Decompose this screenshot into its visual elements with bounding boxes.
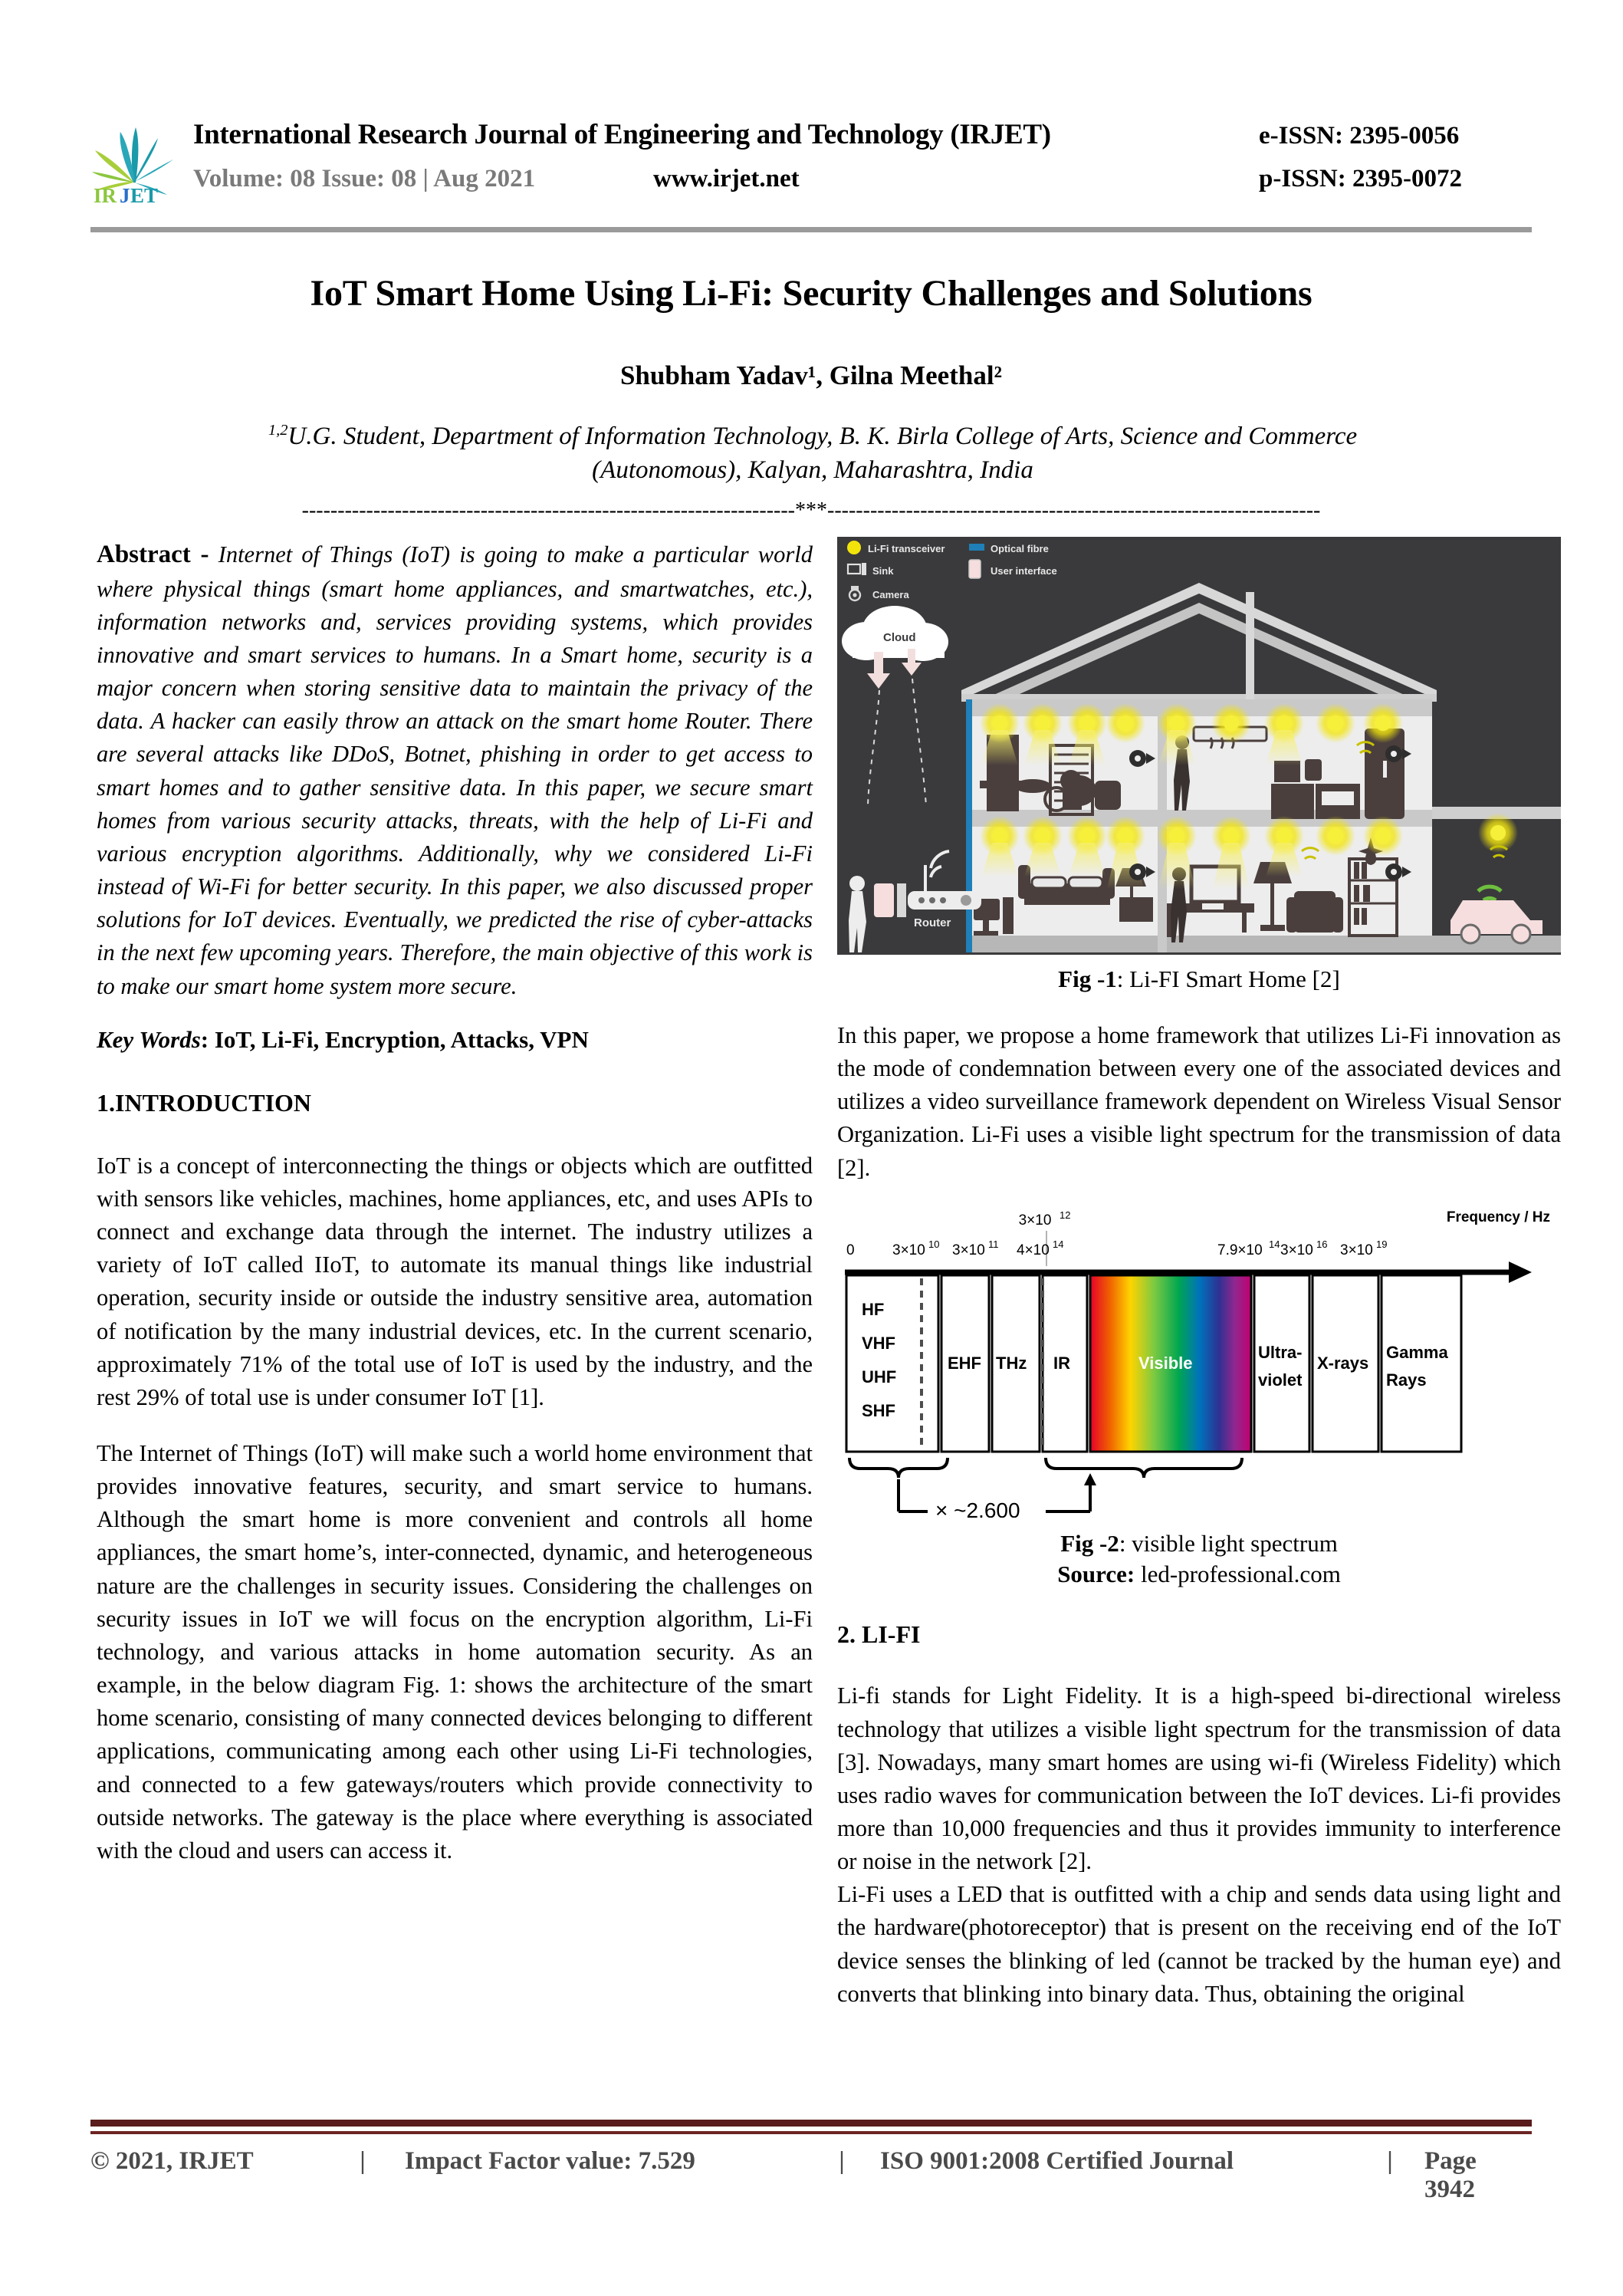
footer-copyright: © 2021, IRJET (90, 2147, 254, 2175)
figure-2-image (837, 1211, 1561, 1518)
left-column (97, 537, 813, 1890)
header-divider (90, 227, 1532, 232)
right-paragraph-1: In this paper, we propose a home framework that utilizes Li-Fi innovation as the mode of condemnation between every one of the associated devices and utilizes a video surveillance framework dependent on Wireless Visual Sensor Organization. Li-Fi uses a visible light spectrum for the transmission of data [2]. (837, 1022, 1561, 1181)
figure-2-source-value: led-professional.com (1135, 1561, 1341, 1588)
svg-text:Optical fibre: Optical fibre (991, 543, 1049, 554)
svg-text:3×10: 3×10 (952, 1242, 985, 1258)
svg-text:14: 14 (1269, 1238, 1280, 1250)
svg-text:THz: THz (996, 1353, 1027, 1373)
intro-paragraph-1: IoT is a concept of interconnecting the things or objects which are outfitted with sensors like vehicles, machines, home appliances, etc, and uses APIs to connect and exchange data through the internet. The industry utilizes a variety of IoT called IIoT, to automate its manual things like industrial operation, security inside or outside the industry sensitive area, automation of notification by the many industrial devices, etc. In the current scenario, approximately 71% of the total use of IoT is used by the industry, and the rest 29% of total use is under consumer IoT [1]. (97, 1152, 813, 1410)
intro-paragraph-2: The Internet of Things (IoT) will make such a world home environment that provides innovative features, security, and smart service to humans. Although the smart home is more convenient and controls all home appliances, the smart home’s, inter-connected, dynamic, and heterogeneous nature are the challenges in security issues. Considering the challenges on security issues in IoT we will focus on the encryption algorithm, Li-Fi technology, and various attacks in home automation security. As an example, in the below diagram Fig. 1: shows the architecture of the smart home scenario, consisting of many connected devices belonging to different applications, communicating among each other using Li-Fi technologies, and connected to a few gateways/routers which provide connectivity to outside networks. The gateway is the place where everything is associated with the cloud and users can access it. (97, 1439, 813, 1863)
visible-light-spectrum-chart (837, 1211, 1561, 1518)
svg-text:11: 11 (988, 1238, 999, 1250)
journal-title: International Research Journal of Engineering and Technology (IRJET) (193, 119, 1051, 150)
header-row-bottom (193, 165, 1532, 193)
spectrum-multiplier-label: × ~2,600 (935, 1498, 1020, 1518)
irjet-logo-graphic (90, 117, 176, 209)
figure-2-container (837, 1211, 1561, 1590)
affiliation (123, 420, 1503, 487)
figure-1-image (837, 537, 1561, 955)
journal-website-link[interactable]: www.irjet.net (653, 165, 800, 192)
irjet-logo (90, 117, 176, 209)
svg-text:19: 19 (1376, 1238, 1388, 1250)
footer-iso-certification: ISO 9001:2008 Certified Journal (880, 2147, 1234, 2175)
footer-page-number: Page 3942 (1424, 2147, 1477, 2203)
figure-2-source-label: Source: (1057, 1561, 1135, 1588)
figure-1-container (837, 537, 1561, 993)
svg-text:3×10: 3×10 (1018, 1212, 1052, 1229)
journal-header (90, 113, 1532, 209)
svg-text:X-rays: X-rays (1317, 1353, 1369, 1373)
affiliation-superscript: 1,2 (268, 422, 288, 439)
svg-text:Li-Fi transceiver: Li-Fi transceiver (868, 543, 945, 554)
affiliation-line-2: (Autonomous), Kalyan, Maharashtra, India (592, 456, 1033, 484)
svg-text:Sink: Sink (872, 565, 894, 577)
footer-impact-factor: Impact Factor value: 7.529 (405, 2147, 695, 2175)
abstract-text: Internet of Things (IoT) is going to make a particular world where physical things (smart home appliances, and smartwatches, etc.), information networks and, services providing systems, which provides innovative and smart services to humans. In a Smart home, security is a major concern when storing sensitive data to maintain the privacy of the data. A hacker can easily throw an attack on the smart home Router. There are several attacks like DDoS, Botnet, phishing in order to get access to smart homes and to gather sensitive data. In this paper, we secure smart homes from various security attacks, threats, with the help of Li-Fi and various encryption algorithms. Additionally, why we considered Li-Fi instead of Wi-Fi for better security. In this paper, we also discussed proper solutions for IoT devices. Eventually, we predicted the rise of cyber-attacks in the next few upcoming years. Therefore, the main objective of this work is to make our smart home system more secure. (97, 541, 813, 999)
svg-text:3×10: 3×10 (1340, 1242, 1373, 1258)
smart-home-diagram (837, 537, 1561, 955)
header-text-block (193, 113, 1532, 193)
svg-text:Visible: Visible (1138, 1353, 1193, 1373)
svg-text:IR: IR (1053, 1353, 1070, 1373)
keywords-value: : IoT, Li-Fi, Encryption, Attacks, VPN (200, 1025, 589, 1053)
svg-text:EHF: EHF (948, 1353, 981, 1373)
p-issn: p-ISSN: 2395-0072 (1259, 165, 1462, 192)
header-row-top (193, 118, 1532, 151)
footer-divider-thick (90, 2120, 1532, 2127)
svg-text:4×10: 4×10 (1017, 1242, 1050, 1258)
footer-separator-3: | (1387, 2147, 1393, 2175)
footer-divider-thin (90, 2131, 1532, 2134)
svg-text:ET: ET (130, 184, 159, 207)
page-title: IoT Smart Home Using Li-Fi: Security Challenges and Solutions (310, 273, 1313, 314)
keywords-label: Key Words (97, 1025, 201, 1053)
svg-text:16: 16 (1316, 1238, 1328, 1250)
figure-1-label: Fig -1 (1058, 965, 1117, 992)
svg-text:7.9×10: 7.9×10 (1217, 1242, 1263, 1258)
figure-2-caption-text: : visible light spectrum (1119, 1529, 1338, 1557)
svg-text:violet: violet (1258, 1370, 1303, 1390)
svg-text:14: 14 (1053, 1238, 1064, 1250)
svg-text:12: 12 (1060, 1210, 1071, 1221)
section-separator: ---------------------------------------------------------------------***--------------------------------------------------------------------- (301, 498, 1321, 522)
section-heading-lifi: 2. LI-FI (837, 1620, 921, 1649)
svg-text:J: J (120, 184, 130, 207)
figure-1-caption (837, 965, 1561, 993)
svg-text:SHF: SHF (862, 1400, 895, 1420)
svg-text:3×10: 3×10 (892, 1242, 925, 1258)
affiliation-line-1: U.G. Student, Department of Information Technology, B. K. Birla College of Arts, Science and Commerce (287, 423, 1358, 450)
abstract-label: Abstract - (97, 541, 209, 568)
frequency-axis-title: Frequency / Hz (1446, 1210, 1550, 1225)
svg-text:Rays: Rays (1386, 1370, 1427, 1390)
page-footer (90, 2147, 1532, 2204)
svg-text:3×10: 3×10 (1280, 1242, 1313, 1258)
svg-text:User interface: User interface (991, 565, 1057, 577)
svg-text:Router: Router (914, 916, 951, 929)
svg-text:VHF: VHF (862, 1333, 895, 1353)
svg-text:HF: HF (862, 1299, 885, 1319)
svg-text:UHF: UHF (862, 1367, 897, 1386)
figure-1-caption-text: : Li-FI Smart Home [2] (1116, 965, 1340, 992)
svg-text:Gamma: Gamma (1386, 1342, 1448, 1362)
svg-text:Camera: Camera (872, 589, 909, 600)
author-list: Shubham Yadav¹, Gilna Meethal² (619, 360, 1003, 390)
section-heading-introduction: 1.INTRODUCTION (97, 1088, 312, 1117)
lifi-paragraph-1: Li-fi stands for Light Fidelity. It is a high-speed bi-directional wireless technology that utilizes a visible light spectrum for the transmission of data [3]. Nowadays, many smart homes are using wi-fi (Wireless Fidelity) which uses radio waves for communication between the IoT devices. Li-fi provides more than 10,000 frequencies and thus it provides immunity to interference or noise in the network [2]. (837, 1683, 1561, 1875)
svg-text:Ultra-: Ultra- (1258, 1342, 1303, 1362)
footer-separator-2: | (839, 2147, 845, 2175)
svg-text:Cloud: Cloud (883, 631, 916, 644)
keywords (97, 1026, 813, 1054)
footer-separator-1: | (360, 2147, 366, 2175)
svg-text:0: 0 (846, 1242, 855, 1258)
lifi-paragraph-2: Li-Fi uses a LED that is outfitted with a chip and sends data using light and the hardware(photoreceptor) that is present on the receiving end of the IoT device senses the blinking of led (cannot be tracked by the human eye) and converts that blinking into binary data. Thus, obtaining the original (837, 1881, 1561, 2007)
svg-text:IR: IR (94, 184, 117, 207)
e-issn: e-ISSN: 2395-0056 (1259, 122, 1460, 150)
volume-issue: Volume: 08 Issue: 08 | Aug 2021 (193, 165, 536, 192)
figure-2-label: Fig -2 (1060, 1529, 1119, 1557)
right-column (837, 537, 1561, 2011)
figure-2-caption (837, 1528, 1561, 1590)
abstract-paragraph (97, 537, 813, 1003)
svg-text:10: 10 (928, 1238, 940, 1250)
